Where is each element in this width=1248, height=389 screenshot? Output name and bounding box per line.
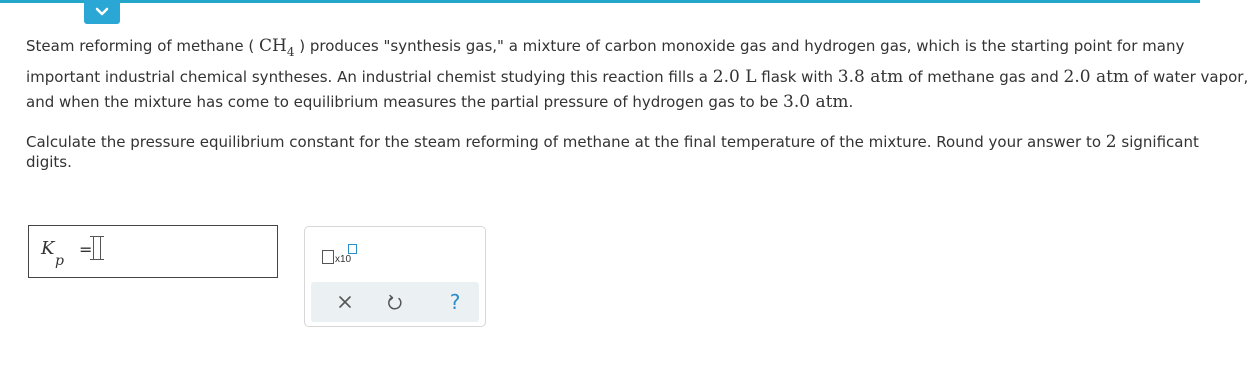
- mantissa-box-icon: [322, 250, 334, 264]
- clear-button[interactable]: [333, 290, 357, 314]
- undo-button[interactable]: [383, 290, 407, 314]
- water-pressure: 2.0 atm: [1063, 67, 1130, 87]
- sig-digits: 2: [1105, 132, 1117, 152]
- action-bar: [311, 282, 479, 322]
- scientific-notation-button[interactable]: [322, 244, 362, 268]
- help-button[interactable]: [443, 290, 467, 314]
- kp-subscript: p: [55, 253, 64, 269]
- question-line-1: Steam reforming of methane ( $CH_4$ ) produces "synthesis gas," a mixture of carbon monoxide gas and hydrogen gas, which is the starting point for many: [26, 36, 1185, 59]
- answer-box[interactable]: [28, 225, 278, 278]
- question-line-2: important industrial chemical syntheses. An industrial chemist studying this reaction fills a 2.0 L flask with 3.8 atm of methane gas and 2.0 atm of water vapor,: [26, 67, 1248, 87]
- undo-icon: [387, 294, 403, 310]
- kp-symbol: K: [41, 238, 55, 259]
- top-accent-bar: [0, 0, 1200, 3]
- equals-sign: =: [79, 240, 93, 259]
- help-icon: ?: [449, 290, 461, 314]
- methane-pressure: 3.8 atm: [837, 67, 904, 87]
- sci-notation-label: x10: [335, 254, 352, 265]
- question-line-3: and when the mixture has come to equilibrium measures the partial pressure of hydrogen gas to be 3.0 atm.: [26, 92, 854, 112]
- collapse-tab[interactable]: [84, 0, 120, 24]
- chevron-down-icon: [95, 7, 109, 17]
- formula-ch4: CH: [258, 36, 287, 56]
- hydrogen-pressure: 3.0 atm: [783, 92, 849, 112]
- math-toolbox: [304, 226, 486, 327]
- answer-input[interactable]: [93, 236, 101, 260]
- flask-volume: 2.0 L: [712, 67, 757, 87]
- question-line-4: Calculate the pressure equilibrium constant for the steam reforming of methane at the final temperature of the mixture. Round your answer to 2 significant: [26, 132, 1199, 152]
- question-line-5: digits.: [26, 153, 72, 171]
- exponent-box-icon: [348, 244, 357, 254]
- close-icon: [338, 295, 352, 309]
